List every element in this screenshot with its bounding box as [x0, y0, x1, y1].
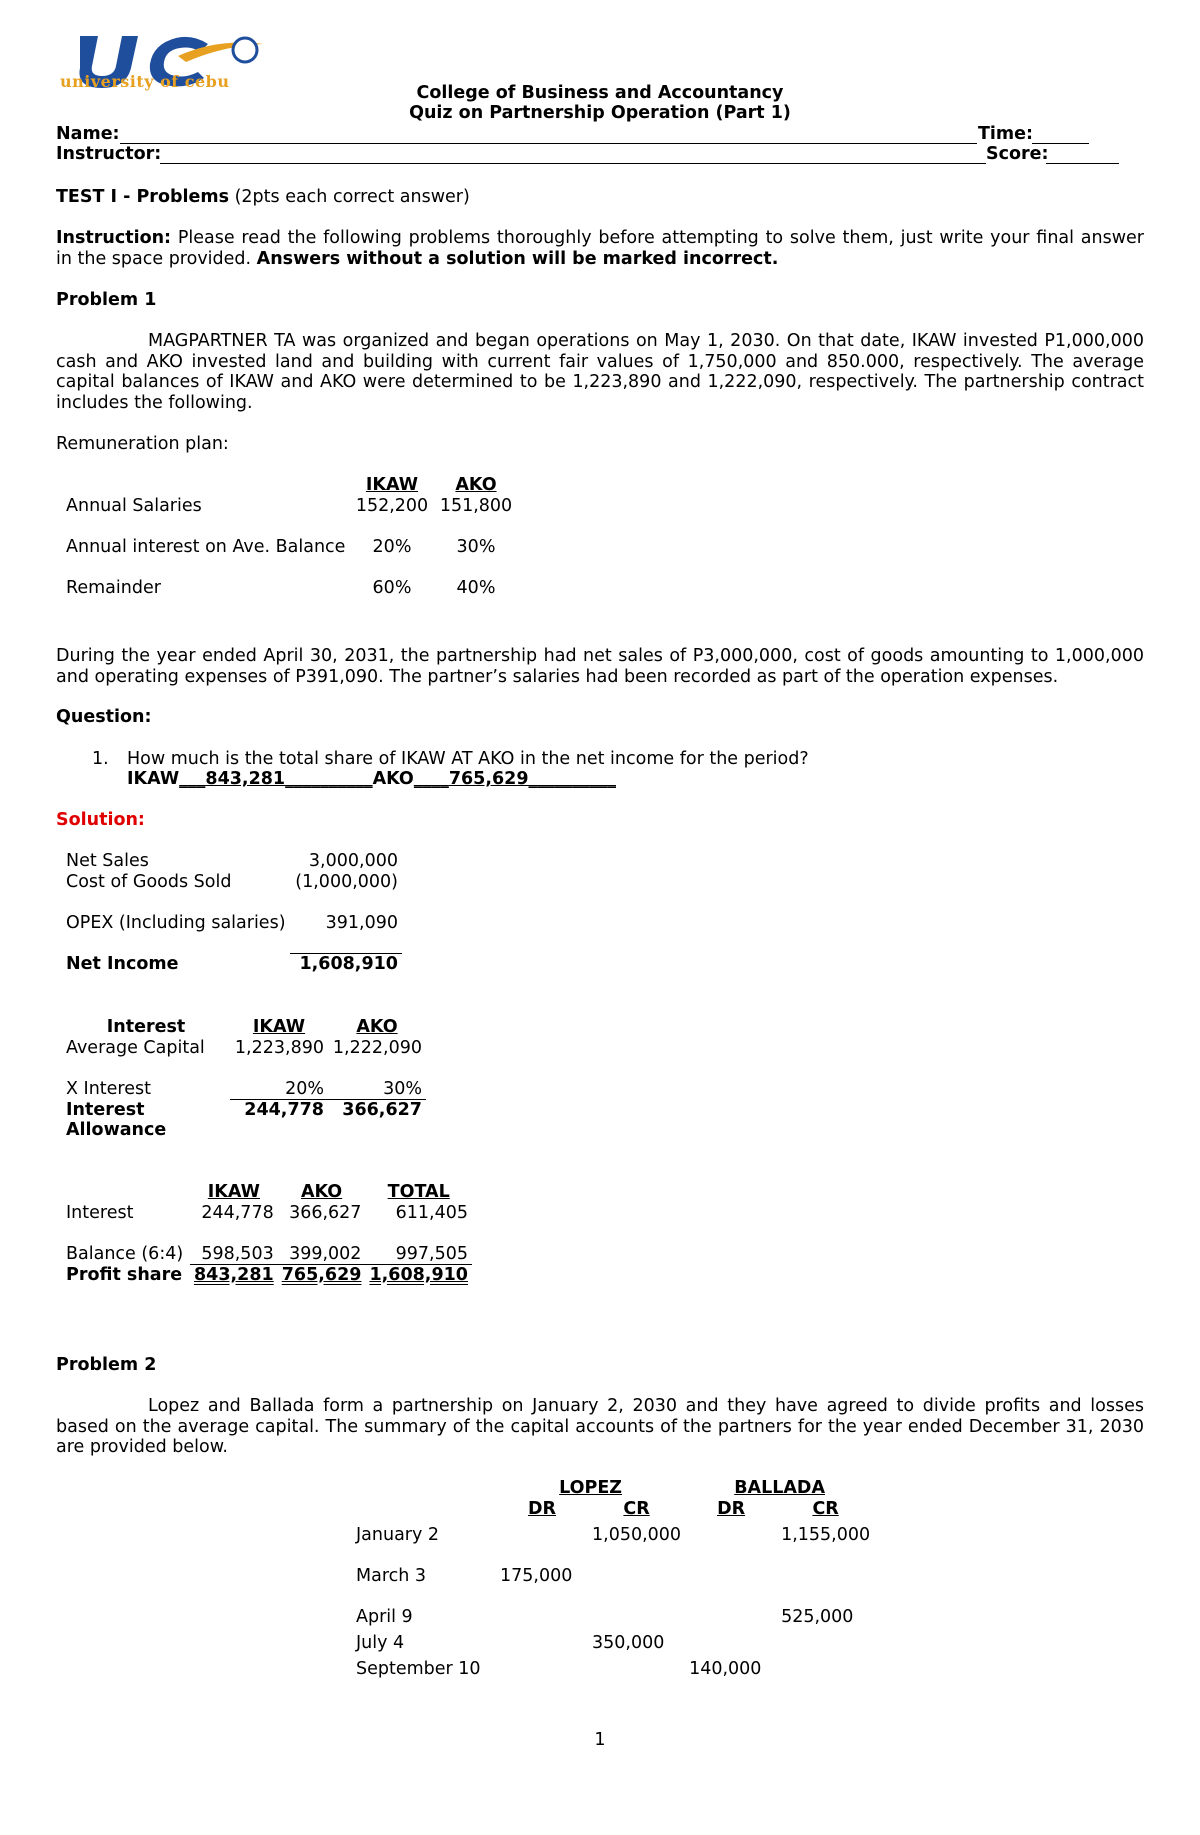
- capital-ledger-table: LOPEZ BALLADA DR CR DR CR January 2 1,050,000 1,155,000 March 3 175,000 April 9 525,000 July 4 350,000 September 10 140,000: [352, 1478, 874, 1679]
- table-row: Remainder 60% 40%: [66, 577, 496, 598]
- question-text: How much is the total share of IKAW AT AKO in the net income for the period?: [127, 749, 809, 769]
- score-field[interactable]: [1046, 163, 1119, 164]
- question-number: 1.: [92, 749, 109, 769]
- name-label: Name:: [56, 124, 120, 144]
- table-row: Profit share 843,281 765,629 1,608,910: [66, 1264, 468, 1285]
- remuneration-table: IKAW AKO Annual Salaries 152,200 151,800 Annual interest on Ave. Balance 20% 30% Remainder 60% 40%: [62, 475, 518, 598]
- instruction-paragraph: Instruction: Please read the following problems thoroughly before attempting to solve them, just write your final answer in the space provided. Answers without a solution will be marked incorrect.: [56, 228, 1144, 269]
- college-title: College of Business and Accountancy: [416, 83, 784, 103]
- question-label: Question:: [56, 707, 152, 727]
- table-row: July 4 350,000: [356, 1632, 665, 1653]
- income-table: [62, 851, 402, 975]
- table-row: Interest 244,778 366,627 611,405: [66, 1202, 468, 1223]
- table-row: Annual interest on Ave. Balance 20% 30%: [66, 536, 496, 557]
- table-row: Net Sales 3,000,000: [66, 851, 398, 871]
- test-heading: TEST I - Problems (2pts each correct answer): [56, 187, 470, 207]
- interest-table: Interest IKAW AKO Average Capital 1,223,890 1,222,090 X Interest 20% 30% Interest Allowance 244,778 366,627: [62, 1017, 426, 1141]
- problem-1-text: MAGPARTNER TA was organized and began operations on May 1, 2030. On that date, IKAW invested P1,000,000 cash and AKO invested land and building with current fair values of 1,750,000 and 850.000, respectively. The average capital balances of IKAW and AKO were determined to be 1,223,890 and 1,222,090, respectively. The partnership contract includes the following.: [56, 331, 1144, 413]
- score-label: Score:: [986, 144, 1049, 164]
- problem-2-title: Problem 2: [56, 1355, 157, 1375]
- problem-1-text-2: During the year ended April 30, 2031, the partnership had net sales of P3,000,000, cost of goods amounting to 1,000,000 and operating expenses of P391,090. The partner’s salaries had been recorded as part of the operation expenses.: [56, 646, 1144, 687]
- table-row: April 9 525,000: [356, 1606, 854, 1627]
- table-row: January 2 1,050,000 1,155,000: [356, 1524, 871, 1545]
- instructor-field[interactable]: [160, 163, 986, 164]
- problem-2-text: Lopez and Ballada form a partnership on January 2, 2030 and they have agreed to divide profits and losses based on the average capital. The summary of the capital accounts of the partners for the year ended December 31, 2030 are provided below.: [56, 1396, 1144, 1457]
- solution-label: Solution:: [56, 810, 145, 830]
- table-row: OPEX (Including salaries) 391,090: [62, 913, 402, 954]
- profit-share-table: IKAW AKO TOTAL Interest 244,778 366,627 611,405 Balance (6:4) 598,503 399,002 997,505 Profit share 843,281 765,629 1,608,910: [62, 1182, 472, 1286]
- table-row: Cost of Goods Sold (1,000,000): [66, 871, 398, 892]
- remuneration-label: Remuneration plan:: [56, 434, 229, 454]
- table-row: Interest Allowance 244,778 366,627: [66, 1099, 422, 1140]
- answer-line: IKAW___843,281__________AKO____765,629__________: [127, 769, 617, 789]
- problem-1-title: Problem 1: [56, 290, 157, 310]
- table-row: Net Income 1,608,910: [66, 953, 398, 974]
- page-number: 1: [594, 1730, 606, 1750]
- table-row: Average Capital 1,223,890 1,222,090: [66, 1037, 422, 1058]
- table-row: X Interest 20% 30%: [62, 1079, 426, 1100]
- instructor-label: Instructor:: [56, 144, 162, 164]
- table-row: Annual Salaries 152,200 151,800: [66, 495, 513, 516]
- logo-subtitle: university of cebu: [60, 72, 230, 91]
- quiz-title: Quiz on Partnership Operation (Part 1): [409, 103, 791, 123]
- name-field[interactable]: [120, 143, 977, 144]
- table-row: Balance (6:4) 598,503 399,002 997,505: [62, 1244, 472, 1265]
- table-row: March 3 175,000: [356, 1565, 573, 1586]
- table-row: September 10 140,000: [356, 1658, 762, 1679]
- time-label: Time:: [978, 124, 1034, 144]
